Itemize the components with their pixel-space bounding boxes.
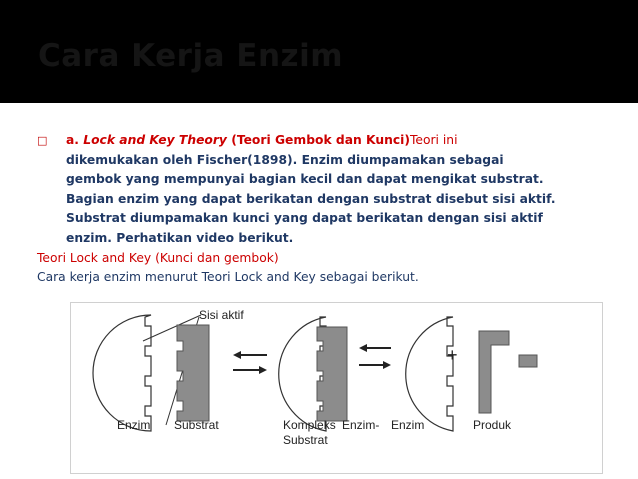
lock-and-key-figure bbox=[70, 302, 603, 474]
para-italic-term: Lock and Key Theory bbox=[83, 133, 227, 147]
product-piece-shape bbox=[519, 355, 537, 367]
label-kompleks-substrat: Substrat bbox=[283, 433, 328, 447]
para-paren: (Teori Gembok dan Kunci) bbox=[226, 133, 410, 147]
label-enzim-3: Enzim bbox=[391, 418, 425, 432]
arrowhead-left-icon bbox=[359, 344, 367, 352]
label-produk: Produk bbox=[473, 418, 512, 432]
enzyme-3-shape bbox=[406, 317, 453, 431]
para-prefix: a. bbox=[66, 133, 84, 147]
enzyme-1-shape bbox=[93, 315, 151, 431]
bullet-paragraph bbox=[37, 131, 622, 249]
theory-intro: Cara kerja enzim menurut Teori Lock and Key sebagai berikut. bbox=[37, 270, 419, 285]
para-line: Bagian enzim yang dapat berikatan dengan substrat disebut sisi aktif. bbox=[66, 191, 556, 206]
label-enzim-2: Enzim- bbox=[342, 418, 380, 432]
arrowhead-right-icon bbox=[259, 366, 267, 374]
bullet-icon: □ bbox=[37, 134, 48, 147]
label-enzim-1: Enzim bbox=[117, 418, 151, 432]
para-line: Substrat diumpamakan kunci yang dapat berikatan dengan sisi aktif bbox=[66, 211, 543, 226]
label-kompleks: Kompleks bbox=[283, 418, 336, 432]
arrowhead-right-icon bbox=[383, 361, 391, 369]
product-shape bbox=[479, 331, 509, 413]
para-line: gembok yang mempunyai bagian kecil dan dapat mengikat substrat. bbox=[66, 172, 544, 187]
plus-sign: + bbox=[447, 345, 458, 365]
para-red-text: Teori ini bbox=[409, 133, 458, 147]
slide-title: Cara Kerja Enzim bbox=[38, 38, 344, 74]
slide-body bbox=[37, 131, 622, 288]
arrowhead-left-icon bbox=[233, 351, 241, 359]
lock-key-diagram bbox=[71, 303, 602, 473]
para-line: enzim. Perhatikan video berikut. bbox=[66, 230, 294, 245]
title-bar bbox=[0, 0, 638, 103]
label-sisi-aktif: Sisi aktif bbox=[199, 308, 244, 322]
label-substrat: Substrat bbox=[174, 418, 219, 432]
para-line: dikemukakan oleh Fischer(1898). Enzim diumpamakan sebagai bbox=[66, 152, 504, 167]
theory-heading: Teori Lock and Key (Kunci dan gembok) bbox=[37, 250, 279, 265]
